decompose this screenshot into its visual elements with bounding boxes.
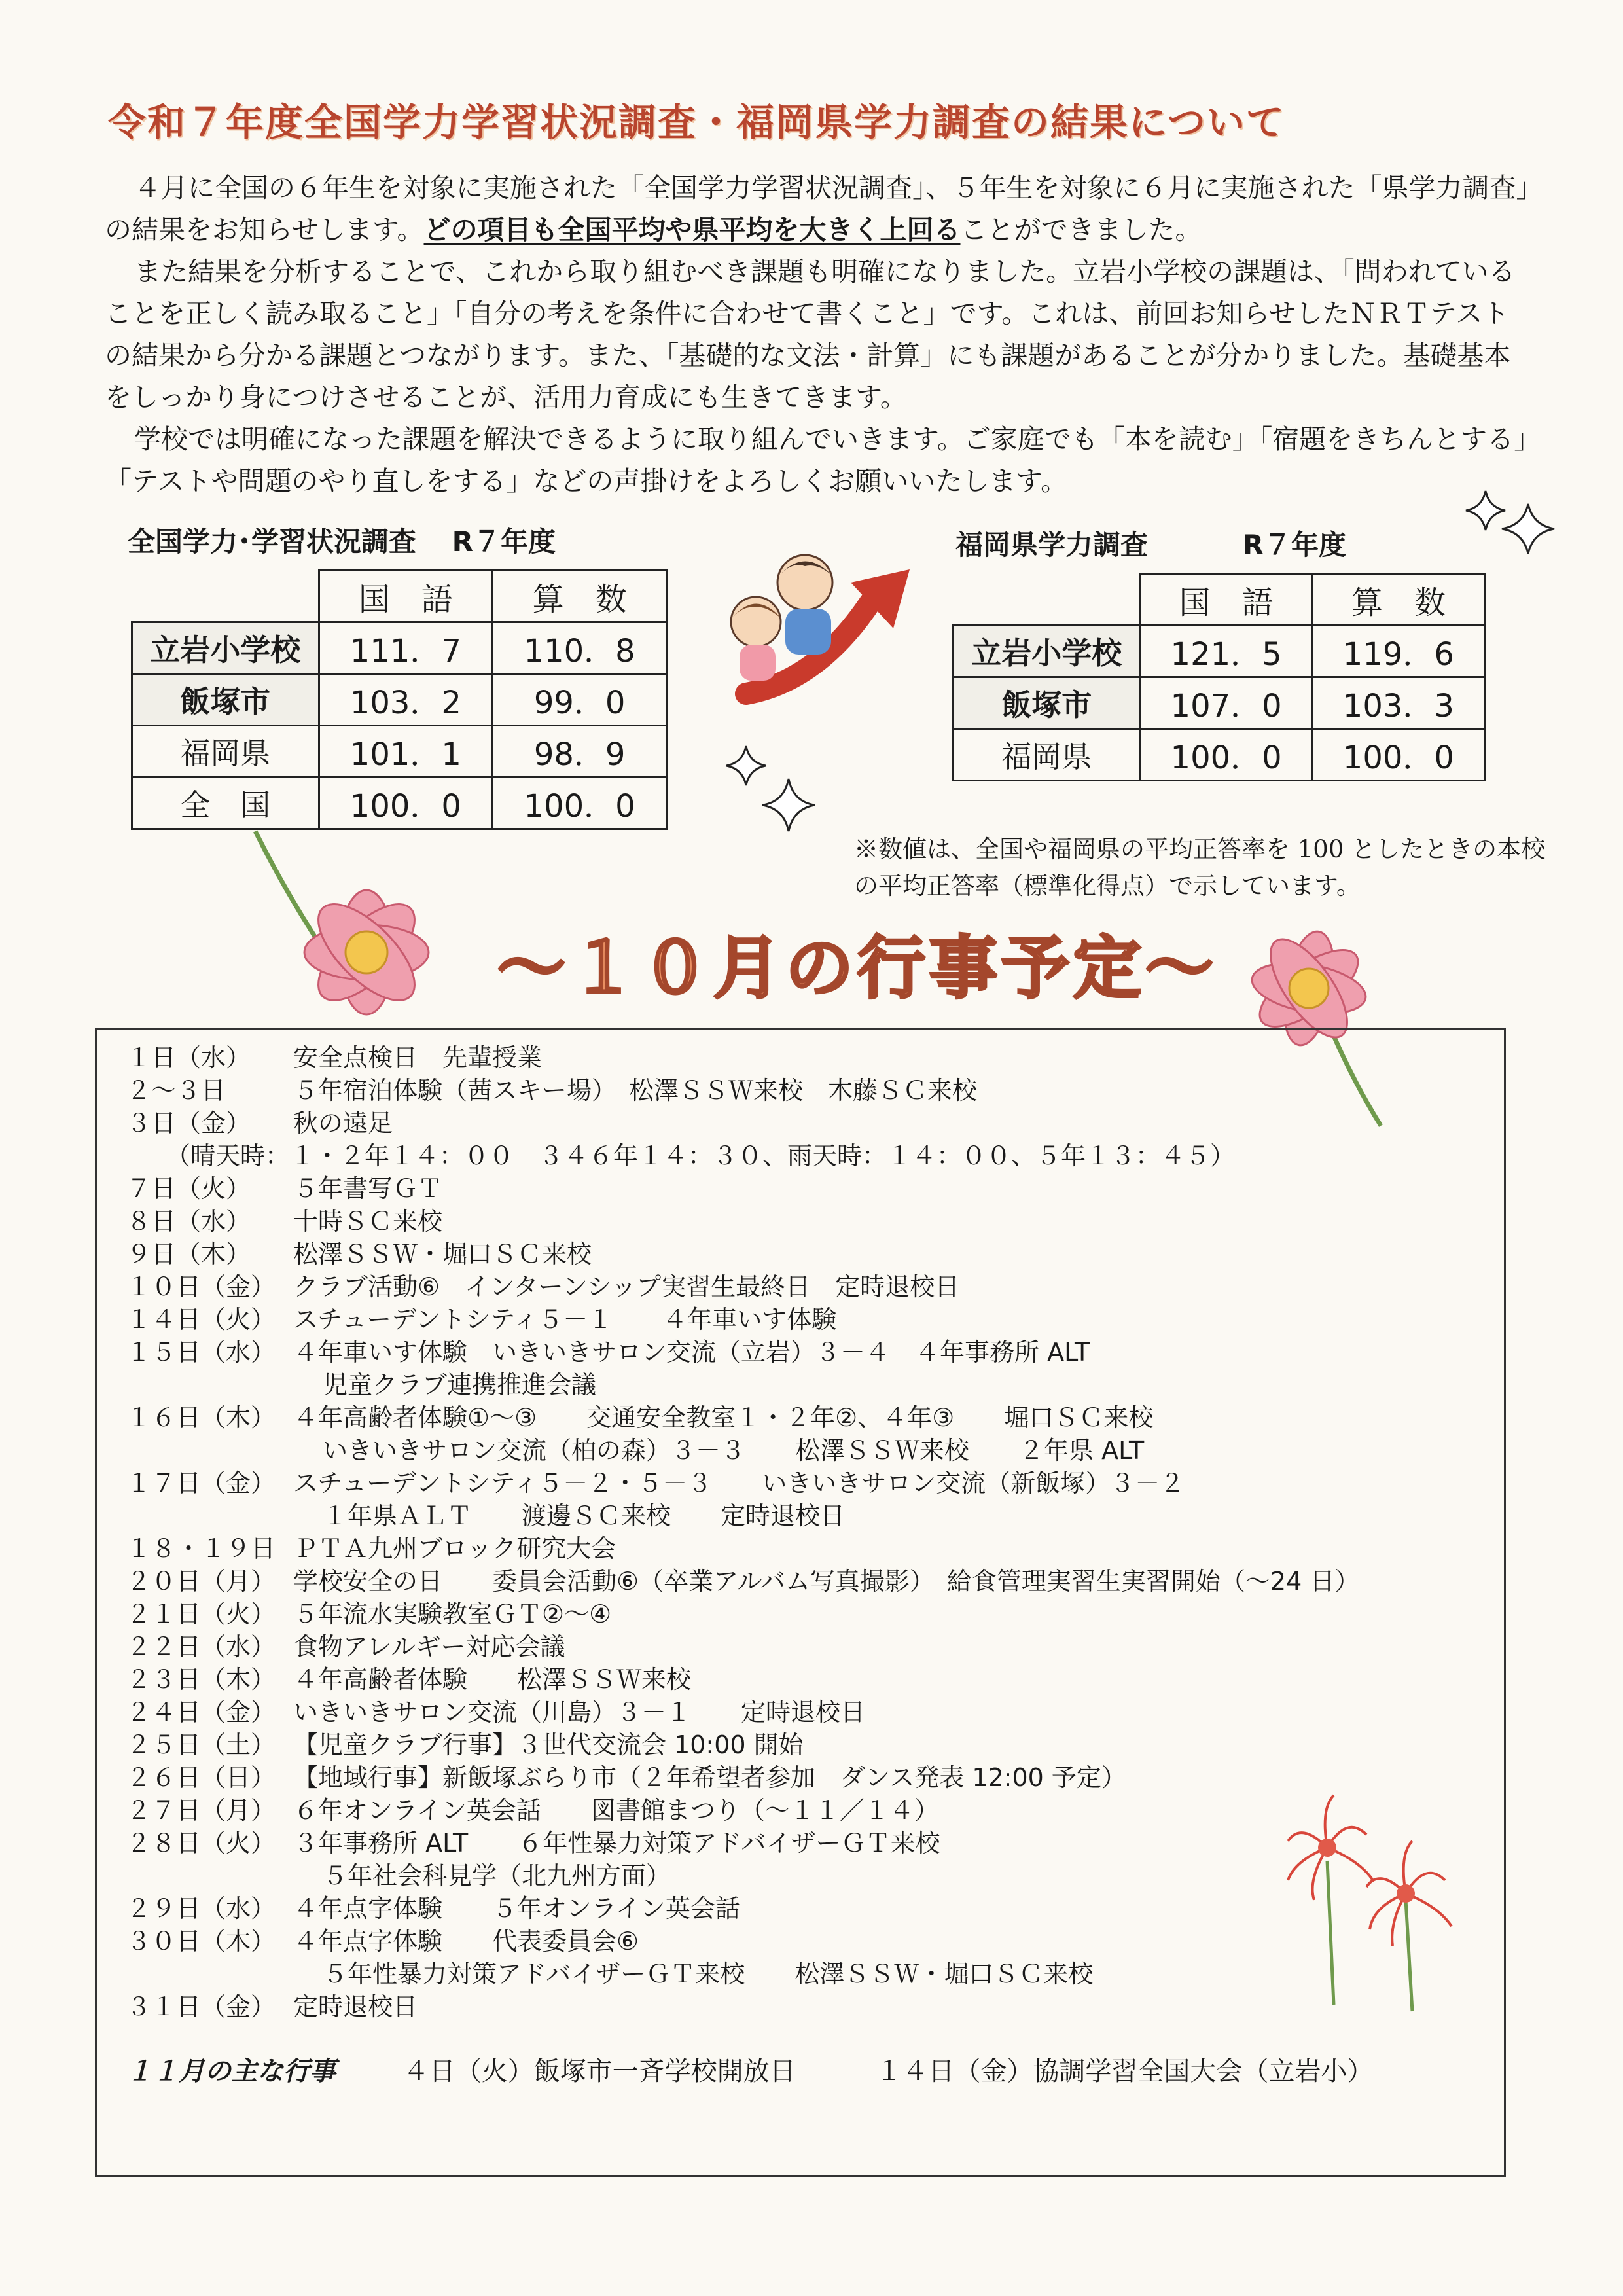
header-sansu: 算 数 [1312,574,1484,626]
score-sansu: 103．3 [1312,677,1484,729]
event-date: ７日（火） [126,1174,251,1203]
event-row [126,1107,1491,1139]
event-text: ５年社会科見学（北九州方面） [323,1861,671,1890]
event-date: １７日（金） [126,1469,276,1498]
event-row [126,1041,1491,1074]
row-label: 立岩小学校 [954,626,1141,677]
national-title-text: 全国学力･学習状況調査 [128,526,417,558]
table-footnote: ※数値は、全国や福岡県の平均正答率を 100 としたときの本校の平均正答率（標準化得点）で示しています。 [854,835,1546,900]
score-sansu: 100．0 [493,778,667,829]
event-text: クラブ活動⑥ インターンシップ実習生最終日 定時退校日 [293,1272,960,1301]
event-text: 食物アレルギー対応会議 [293,1632,565,1661]
fukuoka-title-text: 福岡県学力調査 [955,529,1149,561]
event-row [126,1499,1491,1532]
event-date: ３１日（金） [126,1992,276,2021]
event-row [126,1139,1491,1172]
event-text: ＰＴＡ九州ブロック研究大会 [293,1534,616,1563]
score-kokugo: 100．0 [319,778,493,829]
event-text: 松澤ＳＳＷ・堀口ＳＣ来校 [293,1240,592,1268]
event-text: 十時ＳＣ来校 [293,1207,443,1236]
event-row [126,1532,1491,1565]
event-date: １日（水） [126,1043,251,1072]
event-date: ２～３日 [126,1076,226,1105]
event-date: ２０日（月） [126,1567,276,1596]
event-date: １０日（金） [126,1272,276,1301]
table-row [132,778,667,829]
score-kokugo: 121．5 [1140,626,1312,677]
score-kokugo: 111．7 [319,622,493,674]
event-date: ２８日（火） [126,1829,276,1857]
event-date: ２６日（日） [126,1763,276,1792]
event-row [126,1336,1491,1369]
event-text: 定時退校日 [293,1992,418,2021]
event-text: ５年書写ＧＴ [293,1174,443,1203]
event-text: ４年点字体験 代表委員会⑥ [293,1927,639,1956]
event-row [126,1467,1491,1499]
event-row [126,1303,1491,1336]
spider-lily-icon [1262,1782,1471,2018]
schedule-box [95,1028,1506,2177]
event-text: ５年流水実験教室ＧＴ②～④ [293,1600,612,1628]
score-sansu: 98．9 [493,726,667,778]
november-item: １４日（金）協調学習全国大会（立岩小） [876,2056,1374,2087]
fukuoka-table-title [955,524,1346,563]
event-date: １８・１９日 [126,1534,276,1563]
event-date: ２２日（水） [126,1632,276,1661]
event-text: スチューデントシティ５－１ ４年車いす体験 [293,1305,837,1334]
table-row [954,729,1485,781]
score-kokugo: 100．0 [1140,729,1312,781]
event-date: ３０日（木） [126,1927,276,1956]
row-label: 立岩小学校 [132,622,319,674]
event-row [126,1598,1491,1630]
event-text: いきいきサロン交流（川島）３－１ 定時退校日 [293,1698,866,1727]
table-row [132,622,667,674]
sparkle-icon [1459,478,1564,563]
event-text: 児童クラブ連携推進会議 [323,1371,597,1399]
header-corner [132,571,319,622]
event-row [126,1565,1491,1598]
event-text: ４年高齢者体験①～③ 交通安全教室１・２年②、４年③ 堀口ＳＣ来校 [293,1403,1154,1432]
event-date: ３日（金） [126,1109,251,1138]
event-text: ４年点字体験 ５年オンライン英会話 [293,1894,740,1923]
intro-paragraph-1 [105,167,1531,251]
header-corner [954,574,1141,626]
event-row [126,1630,1491,1663]
event-date: ９日（木） [126,1240,251,1268]
event-date: ２３日（木） [126,1665,276,1694]
event-row [126,1270,1491,1303]
row-label: 全 国 [132,778,319,829]
november-label: １１月の主な行事 [126,2056,336,2087]
national-results-table [131,569,668,830]
event-date: ２５日（土） [126,1731,276,1759]
event-row [126,1074,1491,1107]
header-kokugo: 国 語 [319,571,493,622]
score-kokugo: 107．0 [1140,677,1312,729]
event-date: １５日（水） [126,1338,276,1367]
event-text: ３年事務所 ALT ６年性暴力対策アドバイザーＧＴ来校 [293,1829,940,1857]
event-text: 安全点検日 先輩授業 [293,1043,543,1072]
event-row [126,1663,1491,1696]
table-row [954,626,1485,677]
event-text: ５年宿泊体験（茜スキー場） 松澤ＳＳＷ来校 木藤ＳＣ来校 [293,1076,978,1105]
fukuoka-year: R７年度 [1242,529,1346,561]
row-label: 福岡県 [954,729,1141,781]
children-arrow-illustration [720,543,923,713]
row-label: 飯塚市 [132,674,319,726]
event-text: ６年オンライン英会話 図書館まつり（～１１／１４） [293,1796,939,1825]
intro-p1-start: ４月に全国の６年生を対象に実施された「全国学力学習状況調査」、５年生を対象に６月に実施された「県学力調査」の結果をお知らせします。 [105,172,1529,245]
intro-p1-end: ことができました。 [960,214,1202,245]
event-text: ４年高齢者体験 松澤ＳＳＷ来校 [293,1665,692,1694]
event-text: （晴天時：１・２年１４：００ ３４６年１４：３０、雨天時：１４：００、５年１３：４５） [166,1141,1236,1170]
event-text: １年県ＡＬＴ 渡邊ＳＣ来校 定時退校日 [323,1501,846,1530]
table-header-row [132,571,667,622]
event-text: ５年性暴力対策アドバイザーＧＴ来校 松澤ＳＳＷ・堀口ＳＣ来校 [323,1960,1094,1988]
score-kokugo: 101．1 [319,726,493,778]
event-text: 秋の遠足 [293,1109,393,1138]
intro-text [105,167,1531,502]
event-row [126,1369,1491,1401]
event-date: １６日（木） [126,1403,276,1432]
national-table-title [128,520,556,560]
event-text: 【児童クラブ行事】３世代交流会 10:00 開始 [293,1731,804,1759]
intro-paragraph-2: また結果を分析することで、これから取り組むべき課題も明確になりました。立岩小学校の課題は、「問われていることを正しく読み取ること」「自分の考えを条件に合わせて書くこと」です。これは、前回お知らせしたＮＲＴテストの結果から分かる課題とつながります。また、「基礎的な文法・計算」にも課題があることが分かりました。基礎基本をしっかり身につけさせることが、活用力育成にも生きてきます。 [105,256,1516,413]
score-sansu: 110．8 [493,622,667,674]
event-row [126,1729,1491,1761]
event-text: いきいきサロン交流（柏の森）３－３ 松澤ＳＳＷ来校 ２年県 ALT [323,1436,1145,1465]
event-date: ８日（水） [126,1207,251,1236]
fukuoka-results-table [952,573,1486,781]
page-title: 令和７年度全国学力学習状況調査・福岡県学力調査の結果について [108,100,1285,145]
schedule-title: ～１０月の行事予定～ [497,928,1218,1008]
score-kokugo: 103．2 [319,674,493,726]
event-text: 【地域行事】新飯塚ぶらり市（２年希望者参加 ダンス発表 12:00 予定） [293,1763,1126,1792]
score-sansu: 119．6 [1312,626,1484,677]
intro-paragraph-3: 学校では明確になった課題を解決できるように取り組んでいきます。ご家庭でも「本を読む」「宿題をきちんとする」「テストや問題のやり直しをする」などの声掛けをよろしくお願いいたします。 [105,423,1527,497]
sparkle-icon [720,740,818,844]
november-item: ４日（火）飯塚市一斉学校開放日 [402,2056,796,2087]
event-text: 学校安全の日 委員会活動⑥（卒業アルバム写真撮影） 給食管理実習生実習開始（～24 日） [293,1567,1360,1596]
table-row [132,726,667,778]
event-date: ２４日（金） [126,1698,276,1727]
event-text: スチューデントシティ５－２・５－３ いきいきサロン交流（新飯塚）３－２ [293,1469,1185,1498]
event-row [126,1172,1491,1205]
table-header-row [954,574,1485,626]
table-row [132,674,667,726]
header-sansu: 算 数 [493,571,667,622]
event-row [126,1205,1491,1238]
event-row [126,1434,1491,1467]
intro-highlight: どの項目も全国平均や県平均を大きく上回る [423,214,961,245]
score-sansu: 100．0 [1312,729,1484,781]
event-row [126,1238,1491,1270]
header-kokugo: 国 語 [1140,574,1312,626]
event-date: １４日（火） [126,1305,276,1334]
table-row [954,677,1485,729]
event-text: ４年車いす体験 いきいきサロン交流（立岩）３－４ ４年事務所 ALT [293,1338,1090,1367]
row-label: 福岡県 [132,726,319,778]
event-date: ２９日（水） [126,1894,276,1923]
event-date: ２７日（月） [126,1796,276,1825]
score-sansu: 99．0 [493,674,667,726]
event-row [126,1696,1491,1729]
row-label: 飯塚市 [954,677,1141,729]
national-year: R７年度 [452,526,556,558]
event-date: ２１日（火） [126,1600,276,1628]
november-events [126,2051,1445,2088]
event-row [126,1401,1491,1434]
